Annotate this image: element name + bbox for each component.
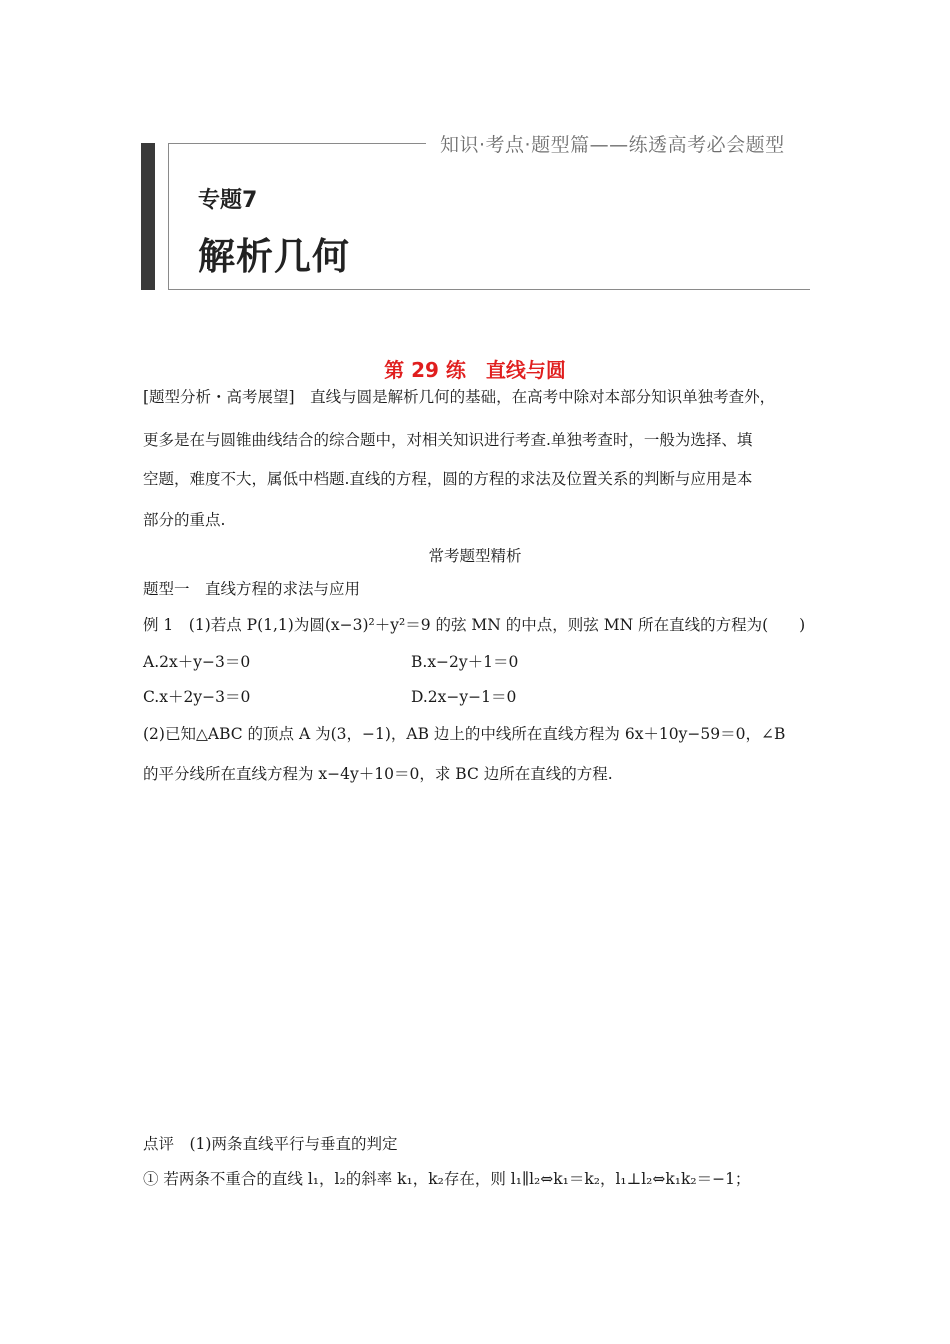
header-rule-bottom [168, 289, 810, 290]
analysis-line: 空题，难度不大，属低中档题.直线的方程，圆的方程的求法及位置关系的判断与应用是本 [143, 470, 753, 488]
option-d: D.2x−y−1＝0 [411, 688, 517, 706]
analysis-line: [题型分析・高考展望] 直线与圆是解析几何的基础，在高考中除对本部分知识单独考查外， [143, 388, 776, 406]
analysis-line: 更多是在与圆锥曲线结合的综合题中，对相关知识进行考查.单独考查时，一般为选择、填 [143, 431, 753, 449]
lesson-title: 第 29 练 直线与圆 [384, 358, 566, 382]
option-a: A.2x＋y−3＝0 [143, 653, 251, 671]
header-frame-left [168, 143, 169, 290]
topic-number: 专题7 [198, 188, 258, 213]
analysis-line: 部分的重点. [143, 511, 226, 529]
example-question-1: 例 1 (1)若点 P(1,1)为圆(x−3)²＋y²＝9 的弦 MN 的中点，则弦 MN 所在直线的方程为( ) [143, 616, 806, 634]
comment-item-1: ① 若两条不重合的直线 l₁，l₂的斜率 k₁，k₂存在，则 l₁∥l₂⇔k₁＝k₂，l₁⊥l₂⇔k₁k₂＝−1； [143, 1170, 751, 1188]
header-accent-bar [141, 143, 155, 290]
example-question-2-line1: (2)已知△ABC 的顶点 A 为(3，−1)，AB 边上的中线所在直线方程为 6x＋10y−59＝0，∠B [143, 725, 786, 743]
header-rule-top [168, 143, 426, 144]
option-c: C.x＋2y−3＝0 [143, 688, 251, 706]
option-b: B.x−2y＋1＝0 [411, 653, 519, 671]
example-question-2-line2: 的平分线所在直线方程为 x−4y＋10＝0，求 BC 边所在直线的方程. [143, 765, 613, 783]
comment-heading: 点评 (1)两条直线平行与垂直的判定 [143, 1135, 398, 1153]
topic-title: 解析几何 [198, 235, 350, 278]
section-heading: 常考题型精析 [428, 547, 522, 565]
header-subtitle: 知识·考点·题型篇——练透高考必会题型 [440, 134, 785, 156]
question-type-heading: 题型一 直线方程的求法与应用 [143, 580, 361, 598]
